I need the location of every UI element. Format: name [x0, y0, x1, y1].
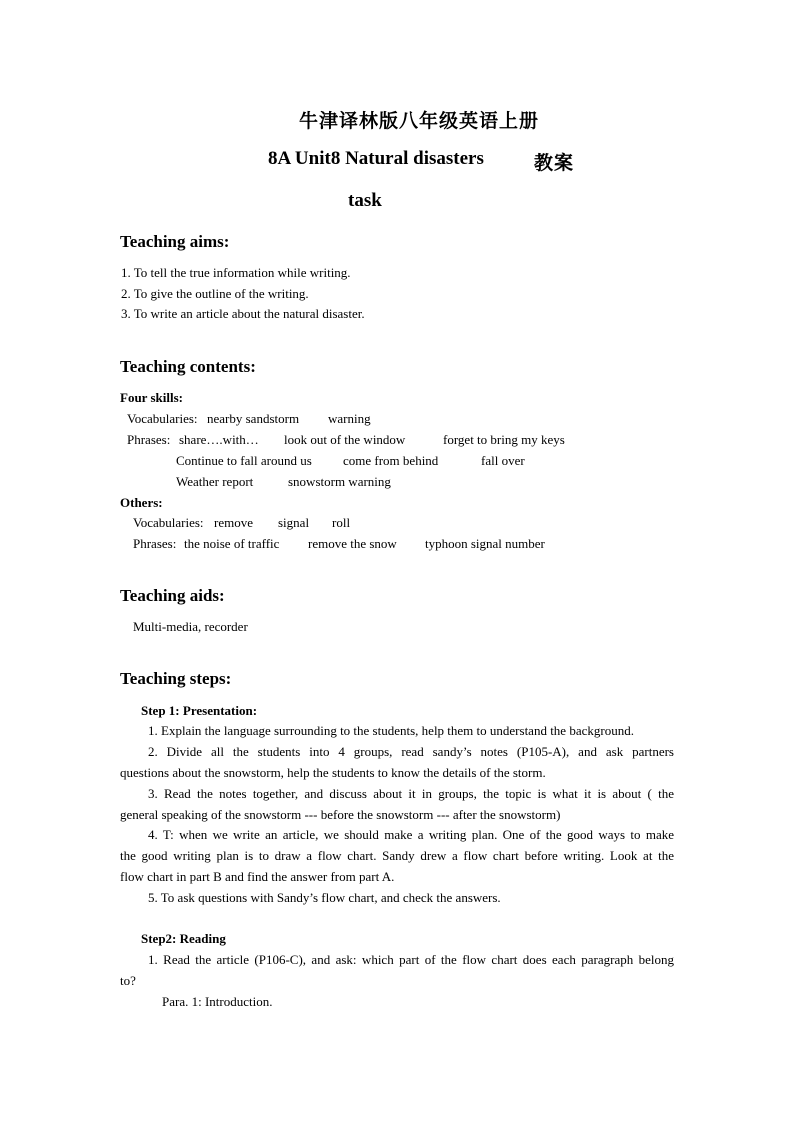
- step-paragraph: questions about the snowstorm, help the students to know the details of the storm.: [120, 765, 546, 780]
- phrase-item: come from behind: [343, 453, 439, 468]
- step-paragraph: 2. Divide all the students into 4 groups, read sandy’s notes (P105-A), and ask partners: [148, 744, 674, 759]
- document-subtitle-cn: 教案: [534, 153, 575, 174]
- aim-item: 3. To write an article about the natural disaster.: [121, 306, 365, 321]
- vocab-item: remove: [214, 515, 253, 530]
- step-paragraph: 5. To ask questions with Sandy’s flow chart, and check the answers.: [148, 890, 501, 905]
- steps-heading: Teaching steps:: [120, 669, 232, 688]
- step-paragraph: 1. Read the article (P106-C), and ask: which part of the flow chart does each paragraph belong: [148, 952, 674, 967]
- aims-heading: Teaching aims:: [120, 232, 230, 251]
- phrases-label: Phrases:: [127, 432, 171, 447]
- step-paragraph: flow chart in part B and find the answer from part A.: [120, 869, 395, 884]
- phrase-item: fall over: [481, 453, 525, 468]
- others-label: Others:: [120, 495, 163, 510]
- step-paragraph: 4. T: when we write an article, we should make a writing plan. One of the good ways to make: [148, 827, 674, 842]
- phrase-item: the noise of traffic: [184, 536, 280, 551]
- four-skills-label: Four skills:: [120, 390, 183, 405]
- phrase-item: Continue to fall around us: [176, 453, 312, 468]
- phrases-label: Phrases:: [133, 536, 177, 551]
- phrase-item: forget to bring my keys: [443, 432, 565, 447]
- aim-item: 2. To give the outline of the writing.: [121, 286, 309, 301]
- step-paragraph: Para. 1: Introduction.: [162, 994, 273, 1009]
- vocab-label: Vocabularies:: [127, 411, 198, 426]
- document-subtitle: 8A Unit8 Natural disasters: [268, 148, 484, 169]
- step-paragraph: 1. Explain the language surrounding to the students, help them to understand the background.: [148, 723, 634, 738]
- step1-title: Step 1: Presentation:: [141, 703, 258, 718]
- document-title: 牛津译林版八年级英语上册: [299, 111, 540, 132]
- aim-item: 1. To tell the true information while writing.: [121, 265, 351, 280]
- step-paragraph: the good writing plan is to draw a flow chart. Sandy drew a flow chart before writing. Look at the: [120, 848, 674, 863]
- phrase-item: share….with…: [179, 432, 259, 447]
- aids-text: Multi-media, recorder: [133, 619, 248, 634]
- contents-heading: Teaching contents:: [120, 357, 256, 376]
- phrase-item: typhoon signal number: [425, 536, 545, 551]
- step-paragraph: to?: [120, 973, 136, 988]
- vocab-label: Vocabularies:: [133, 515, 204, 530]
- step2-title: Step2: Reading: [141, 931, 226, 946]
- vocab-item: roll: [332, 515, 351, 530]
- vocab-item: warning: [328, 411, 371, 426]
- phrase-item: remove the snow: [308, 536, 397, 551]
- vocab-item: signal: [278, 515, 310, 530]
- phrase-item: snowstorm warning: [288, 474, 391, 489]
- aids-heading: Teaching aids:: [120, 586, 225, 605]
- step-paragraph: 3. Read the notes together, and discuss about it in groups, the topic is what it is about ( the: [148, 786, 674, 801]
- lesson-name: task: [348, 190, 382, 211]
- step-paragraph: general speaking of the snowstorm --- before the snowstorm --- after the snowstorm): [120, 807, 561, 822]
- vocab-item: nearby sandstorm: [207, 411, 300, 426]
- phrase-item: Weather report: [176, 474, 254, 489]
- phrase-item: look out of the window: [284, 432, 406, 447]
